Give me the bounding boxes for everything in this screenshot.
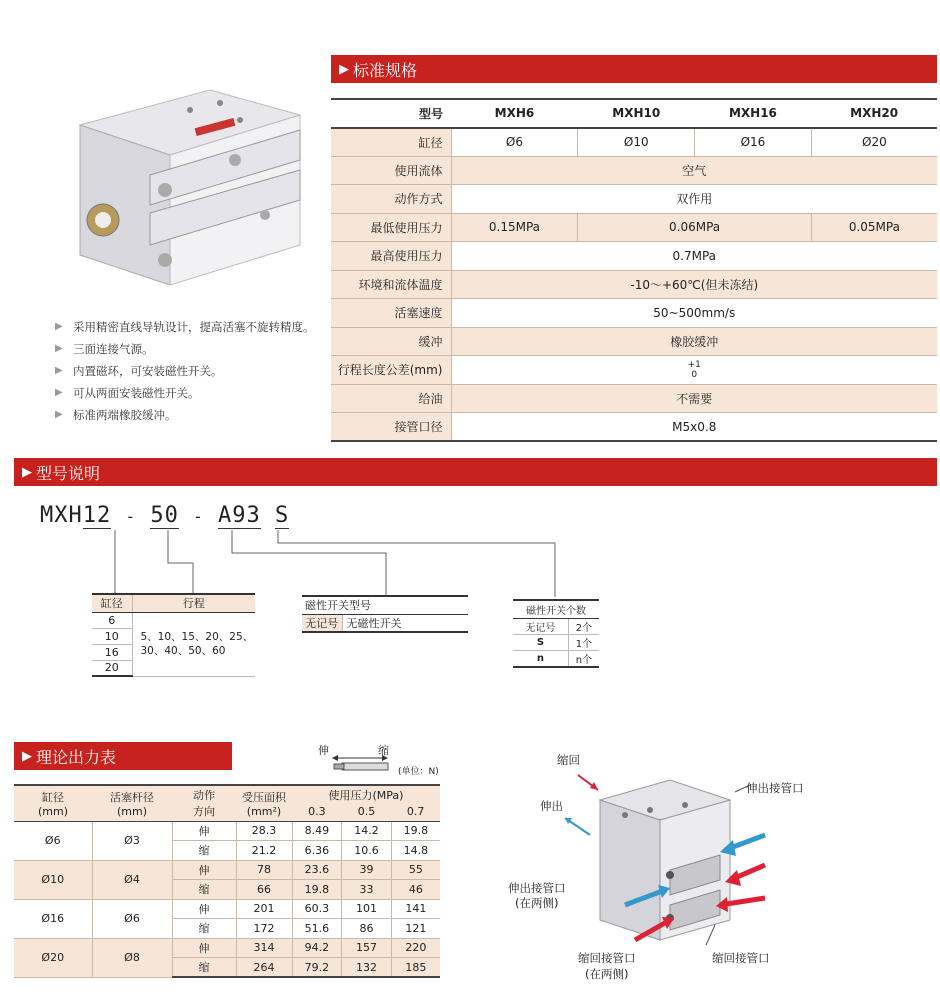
legend-extend-label: 伸: [318, 744, 329, 757]
spec-header-cell: MXH6: [451, 99, 578, 128]
switch-count-qty: n个: [568, 650, 599, 667]
switch-count-code: 无记号: [513, 618, 568, 634]
section-header-spec: [331, 55, 937, 83]
spec-cell: 0.06MPa: [578, 213, 811, 242]
header-unit: (mm): [116, 804, 147, 818]
model-code-connectors: [0, 525, 600, 605]
force-table: [14, 784, 440, 978]
diagram-label-ret-port-side: 缩回接管口: [578, 951, 636, 965]
section-header-model: [14, 458, 937, 486]
force-value: 14.8: [391, 841, 440, 861]
feature-text: 内置磁环，可安装磁性开关。: [73, 364, 223, 378]
header-text: 活塞杆径: [110, 790, 154, 804]
force-value: 10.6: [342, 841, 392, 861]
bore-stroke-table: [92, 593, 255, 677]
feature-text: 标准两端橡胶缓冲。: [73, 408, 177, 422]
diagram-label-side-note: (在两侧): [515, 896, 559, 910]
spec-header-cell: MXH20: [811, 99, 937, 128]
force-value: 101: [342, 899, 392, 919]
force-area: 28.3: [236, 821, 292, 841]
model-code-dash: -: [125, 507, 137, 526]
port-diagram: [520, 740, 820, 990]
spec-header-cell: MXH16: [695, 99, 812, 128]
header-text: 动作: [193, 789, 215, 803]
spec-table: [331, 98, 937, 442]
section-title: 标准规格: [353, 60, 418, 80]
triangle-icon: ▶: [22, 464, 32, 480]
spec-row-label: 环境和流体温度: [331, 270, 451, 299]
feature-text: 可从两面安装磁性开关。: [73, 386, 200, 400]
spec-cell: 橡胶缓冲: [451, 327, 937, 356]
force-area: 172: [236, 919, 292, 939]
force-header-bore: [14, 785, 92, 821]
cylinder-icon: [332, 754, 396, 772]
spec-row-label: 行程长度公差(mm): [331, 356, 451, 385]
force-row: [14, 860, 440, 880]
spec-cell: 0.7MPa: [451, 242, 937, 271]
model-code-bore: 12: [82, 503, 112, 528]
model-code-series: MXH: [40, 503, 83, 528]
model-code-count: S: [275, 503, 290, 528]
force-header-dir: [172, 785, 236, 821]
force-value: 19.8: [292, 880, 342, 900]
spec-cell: 0.15MPa: [451, 213, 578, 242]
force-value: 185: [391, 958, 440, 978]
header-text: 方向: [193, 805, 215, 819]
section-title: 理论出力表: [36, 747, 117, 767]
switch-count-header: 磁性开关个数: [513, 600, 599, 618]
stroke-values: [132, 612, 255, 676]
spec-cell: Ø6: [451, 128, 578, 157]
pressure-header: 0.7: [391, 803, 440, 821]
diagram-label-ext-port-side: 伸出接管口: [508, 881, 566, 895]
spec-cell: 双作用: [451, 185, 937, 214]
force-dir: 伸: [172, 938, 236, 958]
spec-row-speed: [331, 299, 937, 328]
triangle-bullet-icon: ▶: [55, 365, 63, 376]
switch-model-header: 磁性开关型号: [302, 596, 468, 614]
switch-count-qty: 1个: [568, 634, 599, 650]
spec-row-action: [331, 185, 937, 214]
triangle-bullet-icon: ▶: [55, 409, 63, 420]
spec-cell: 不需要: [451, 384, 937, 413]
force-dir: 缩: [172, 919, 236, 939]
feature-text: 三面连接气源。: [73, 342, 154, 356]
force-area: 201: [236, 899, 292, 919]
diagram-label-extend: 伸出: [540, 799, 563, 813]
spec-row-fluid: [331, 156, 937, 185]
bore-value: 16: [92, 644, 132, 660]
diagram-label-ext-port: 伸出接管口: [746, 781, 804, 795]
model-code-dash: -: [193, 507, 204, 526]
force-dir: 缩: [172, 841, 236, 861]
force-dir: 伸: [172, 899, 236, 919]
header-text: 受压面积: [242, 790, 286, 804]
force-value: 157: [342, 938, 392, 958]
spec-header-cell: 型号: [331, 99, 451, 128]
force-rod: Ø6: [92, 899, 172, 938]
spec-row-temperature: [331, 270, 937, 299]
legend-retract-label: 缩: [378, 744, 389, 757]
force-area: 78: [236, 860, 292, 880]
triangle-bullet-icon: ▶: [55, 343, 63, 354]
spec-row-max-pressure: [331, 242, 937, 271]
feature-item: [55, 384, 315, 402]
unit-label: (单位：N): [398, 767, 439, 777]
triangle-bullet-icon: ▶: [55, 321, 63, 332]
spec-row-label: 动作方式: [331, 185, 451, 214]
force-value: 39: [342, 860, 392, 880]
switch-count-code: S: [513, 634, 568, 650]
force-header-row: [14, 785, 440, 803]
spec-cell: Ø20: [811, 128, 937, 157]
force-bore: Ø16: [14, 899, 92, 938]
spec-cell: M5x0.8: [451, 413, 937, 442]
force-area: 66: [236, 880, 292, 900]
feature-item: [55, 406, 315, 424]
switch-model-table: [302, 595, 468, 633]
stroke-header: 行程: [132, 594, 255, 612]
force-value: 86: [342, 919, 392, 939]
force-bore: Ø20: [14, 938, 92, 977]
model-code-stroke: 50: [150, 503, 179, 528]
force-dir: 缩: [172, 958, 236, 978]
force-value: 46: [391, 880, 440, 900]
spec-row-label: 缓冲: [331, 327, 451, 356]
spec-cell: 0.05MPa: [811, 213, 937, 242]
force-bore: Ø6: [14, 821, 92, 860]
force-value: 55: [391, 860, 440, 880]
force-rod: Ø3: [92, 821, 172, 860]
spec-row-tolerance: [331, 356, 937, 385]
feature-item: [55, 340, 315, 358]
pressure-header: 0.5: [342, 803, 392, 821]
spec-row-label: 接管口径: [331, 413, 451, 442]
spec-cell: 50~500mm/s: [451, 299, 937, 328]
product-photo: [70, 85, 310, 295]
force-value: 14.2: [342, 821, 392, 841]
tolerance-upper: +1: [687, 359, 701, 370]
force-value: 132: [342, 958, 392, 978]
force-header-area: [236, 785, 292, 821]
force-row: [14, 821, 440, 841]
bore-value: 20: [92, 660, 132, 676]
feature-item: [55, 318, 315, 336]
spec-cell: 空气: [451, 156, 937, 185]
feature-item: [55, 362, 315, 380]
header-unit: (mm²): [246, 804, 282, 818]
triangle-icon: ▶: [339, 61, 349, 77]
pressure-header: 0.3: [292, 803, 342, 821]
switch-count-code: n: [513, 650, 568, 667]
switch-count-qty: 2个: [568, 618, 599, 634]
spec-row-cushion: [331, 327, 937, 356]
header-unit: (mm): [37, 804, 68, 818]
force-dir: 伸: [172, 821, 236, 841]
force-bore: Ø10: [14, 860, 92, 899]
switch-count-table: [513, 599, 599, 668]
section-title: 型号说明: [36, 463, 101, 483]
tolerance-lower: 0: [691, 369, 698, 380]
force-row: [14, 899, 440, 919]
force-area: 21.2: [236, 841, 292, 861]
spec-row-lube: [331, 384, 937, 413]
force-value: 6.36: [292, 841, 342, 861]
feature-list: [55, 318, 315, 428]
force-dir: 缩: [172, 880, 236, 900]
spec-cell: Ø10: [578, 128, 695, 157]
spec-row-port: [331, 413, 937, 442]
diagram-label-retract: 缩回: [557, 753, 580, 767]
diagram-label-side-note: (在两侧): [585, 967, 629, 981]
force-value: 121: [391, 919, 440, 939]
spec-cell: Ø16: [695, 128, 812, 157]
force-value: 94.2: [292, 938, 342, 958]
force-value: 220: [391, 938, 440, 958]
feature-text: 采用精密直线导轨设计，提高活塞不旋转精度。: [73, 320, 315, 334]
spec-row-label: 使用流体: [331, 156, 451, 185]
bore-value: 10: [92, 628, 132, 644]
switch-model-code: 无记号: [302, 614, 342, 632]
stroke-line: 30、40、50、60: [140, 645, 226, 657]
force-header-pressure: 使用压力(MPa): [292, 785, 440, 803]
section-header-force: [14, 742, 232, 770]
spec-header-cell: MXH10: [578, 99, 695, 128]
force-value: 79.2: [292, 958, 342, 978]
triangle-bullet-icon: ▶: [55, 387, 63, 398]
force-rod: Ø4: [92, 860, 172, 899]
spec-header-row: [331, 99, 937, 128]
force-rod: Ø8: [92, 938, 172, 977]
spec-cell: -10～+60℃(但未冻结): [451, 270, 937, 299]
force-value: 19.8: [391, 821, 440, 841]
force-dir: 伸: [172, 860, 236, 880]
force-value: 23.6: [292, 860, 342, 880]
model-code-switch: A93: [218, 503, 261, 528]
bore-header: 缸径: [92, 594, 132, 612]
spec-row-label: 活塞速度: [331, 299, 451, 328]
spec-row-bore: [331, 128, 937, 157]
force-value: 60.3: [292, 899, 342, 919]
spec-row-label: 最低使用压力: [331, 213, 451, 242]
switch-model-desc: 无磁性开关: [342, 614, 468, 632]
spec-cell: [451, 356, 937, 385]
spec-row-label: 缸径: [331, 128, 451, 157]
spec-row-label: 最高使用压力: [331, 242, 451, 271]
force-value: 33: [342, 880, 392, 900]
force-area: 264: [236, 958, 292, 978]
triangle-icon: ▶: [22, 748, 32, 764]
force-value: 8.49: [292, 821, 342, 841]
force-row: [14, 938, 440, 958]
diagram-label-ret-port: 缩回接管口: [712, 951, 770, 965]
spec-row-min-pressure: [331, 213, 937, 242]
force-value: 51.6: [292, 919, 342, 939]
spec-row-label: 给油: [331, 384, 451, 413]
force-header-rod: [92, 785, 172, 821]
force-value: 141: [391, 899, 440, 919]
stroke-line: 5、10、15、20、25、: [140, 631, 254, 643]
force-area: 314: [236, 938, 292, 958]
bore-value: 6: [92, 612, 132, 628]
header-text: 缸径: [42, 790, 64, 804]
